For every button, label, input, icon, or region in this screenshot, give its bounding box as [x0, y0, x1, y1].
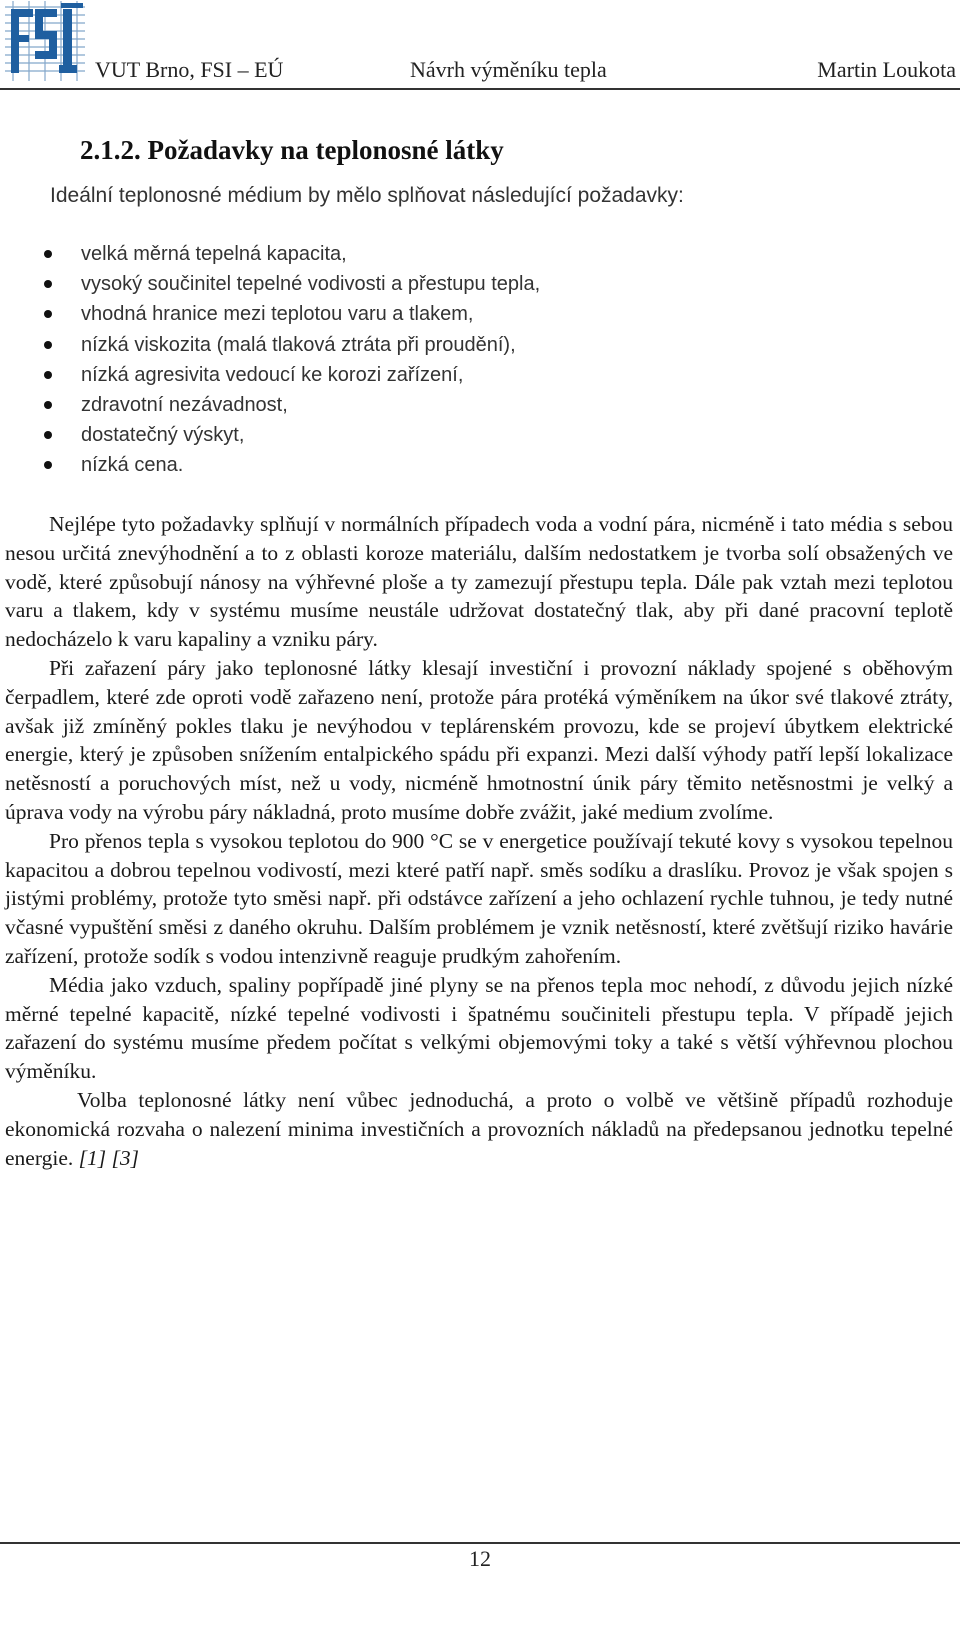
section-intro: Ideální teplonosné médium by mělo splňovat následující požadavky: — [50, 184, 684, 207]
bullet-icon — [44, 461, 52, 469]
list-item — [40, 360, 900, 390]
list-item — [40, 420, 900, 450]
closing-text: Volba teplonosné látky není vůbec jednoduchá, a proto o volbě ve většině případů rozhoduje ekonomická rozvaha o nalezení minima investičních a provozních nákladů na předepsanou jednotku tepelné energie. — [5, 1087, 953, 1170]
requirements-list — [40, 239, 900, 481]
list-item-text: vysoký součinitel tepelné vodivosti a přestupu tepla, — [81, 273, 541, 296]
header-institution: VUT Brno, FSI – EÚ — [95, 57, 284, 82]
bullet-icon — [44, 341, 52, 349]
list-item — [40, 390, 900, 420]
bullet-icon — [44, 280, 52, 288]
list-item-text: zdravotní nezávadnost, — [81, 394, 288, 417]
bullet-icon — [44, 250, 52, 258]
bullet-icon — [44, 401, 52, 409]
citation: [1] [3] — [78, 1145, 139, 1170]
list-item-text: nízká agresivita vedoucí ke korozi zařízení, — [81, 363, 464, 386]
list-item — [40, 269, 900, 299]
bullet-icon — [44, 371, 52, 379]
list-item-text: dostatečný výskyt, — [81, 424, 245, 447]
fsi-logo — [5, 1, 85, 81]
page-header — [0, 0, 960, 92]
bullet-icon — [44, 431, 52, 439]
section-title: 2.1.2. Požadavky na teplonosné látky — [80, 135, 504, 165]
paragraph: Média jako vzduch, spaliny popřípadě jiné plyny se na přenos tepla moc nehodí, z důvodu jejich nízké měrné tepelné kapacitě, nízké tepelné vodivosti i špatnému součiniteli přestupu tepla. V případě jejich zařazení do systému musíme předem počítat s velkými objemovými toky a také s větší výhřevnou plochou výměníku. — [5, 972, 953, 1084]
header-author: Martin Loukota — [817, 57, 956, 82]
page-number: 12 — [469, 1546, 491, 1571]
header-rule — [0, 88, 960, 90]
footer-rule — [0, 1542, 960, 1544]
header-document-title: Návrh výměníku tepla — [410, 57, 607, 82]
list-item — [40, 450, 900, 480]
list-item — [40, 239, 900, 269]
bullet-icon — [44, 310, 52, 318]
paragraph: Pro přenos tepla s vysokou teplotou do 900 °C se v energetice používají tekuté kovy s vysokou tepelnou kapacitou a dobrou tepelnou vodivostí, mezi které patří např. směs sodíku a draslíku. Provoz je však spojen s jistými problémy, protože tyto směsi např. při odstávce zařízení a jeho ochlazení rychle tuhnou, je tedy nutné včasné vypuštění směsi z daného okruhu. Dalším problémem je vznik netěsností, které zvětšují riziko havárie zařízení, protože sodík s vodou intenzivně reaguje prudkým zahořením. — [5, 828, 953, 968]
list-item-text: velká měrná tepelná kapacita, — [81, 243, 347, 265]
body-text — [5, 510, 953, 1172]
list-item-text: nízká cena. — [81, 454, 184, 477]
paragraph: Při zařazení páry jako teplonosné látky klesají investiční i provozní náklady spojené s oběhovým čerpadlem, které zde oproti vodě zařazeno není, protože pára protéká výměníkem na úkor své tlakové ztráty, avšak již zmíněný pokles tlaku je nevýhodou v teplárenském provozu, kde se projeví úbytkem elektrické energie, který je způsoben snížením entalpického spádu při expanzi. Mezi další výhody patří lepší lokalizace netěsností a poruchových míst, než u vody, nicméně hmotnostní únik páry těmito netěsnostmi je velký a úprava vody na výrobu páry nákladná, proto musíme dobře zvážit, jaké medium zvolíme. — [5, 655, 953, 824]
list-item-text: nízká viskozita (malá tlaková ztráta při proudění), — [81, 333, 516, 356]
list-item — [40, 299, 900, 329]
list-item-text: vhodná hranice mezi teplotou varu a tlakem, — [81, 303, 474, 326]
paragraph: Nejlépe tyto požadavky splňují v normálních případech voda a vodní pára, nicméně i tato média s sebou nesou určitá znevýhodnění a to z oblasti koroze materiálu, dalším nedostatkem je tvorba solí obsažených ve vodě, které způsobují nánosy na výhřevné ploše a ty zamezují přestupu tepla. Dále pak vztah mezi teplotou varu a tlakem, kdy v systému musíme neustále udržovat dostatečný tlak, aby při dané pracovní teplotě nedocházelo k varu kapaliny a vzniku páry. — [5, 512, 953, 652]
list-item — [40, 330, 900, 360]
closing-paragraph — [5, 1086, 953, 1172]
